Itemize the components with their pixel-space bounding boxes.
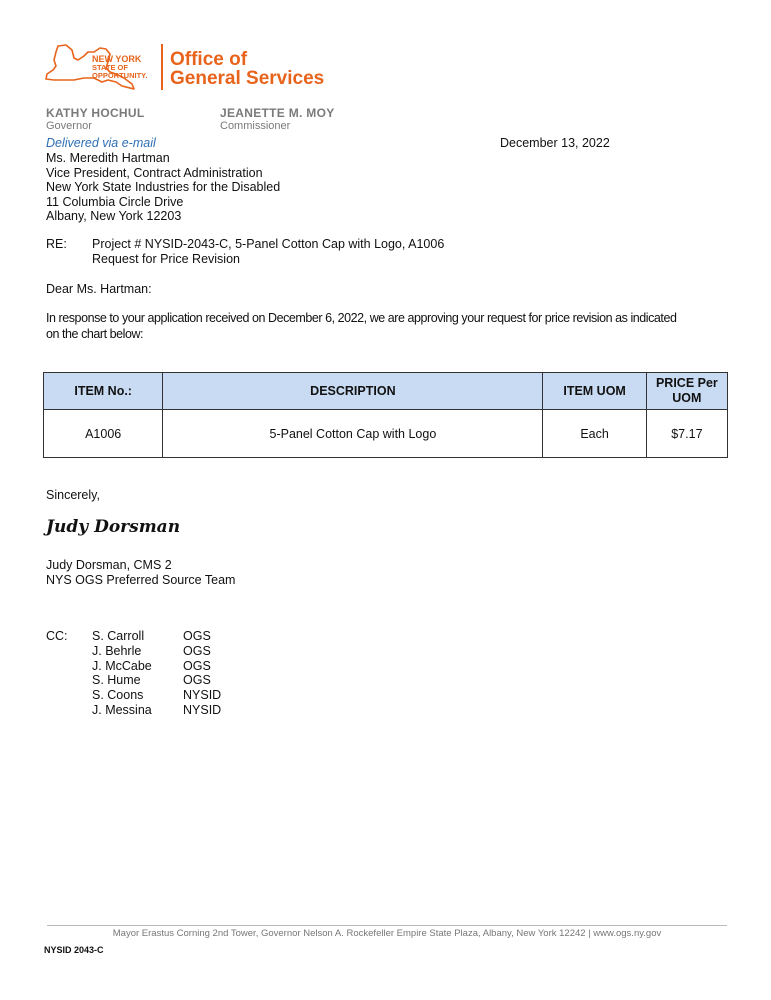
- footer-address: Mayor Erastus Corning 2nd Tower, Governor Nelson A. Rockefeller Empire State Plaza, Albany, New York 12242 | www.ogs.ny.gov: [112, 928, 662, 939]
- header-item-uom: ITEM UOM: [543, 373, 646, 410]
- governor-block: [46, 106, 145, 132]
- recipient-line: Ms. Meredith Hartman: [46, 151, 170, 165]
- governor-name: KATHY HOCHUL: [46, 106, 145, 120]
- table-row: [44, 410, 728, 458]
- commissioner-title: Commissioner: [220, 120, 291, 132]
- cc-org: OGS: [183, 673, 211, 688]
- cc-name: S. Carroll: [92, 629, 145, 643]
- re-line: Project # NYSID-2043-C, 5-Panel Cotton Cap with Logo, A1006: [92, 237, 445, 251]
- re-subject: [92, 237, 444, 266]
- table-header-row: [44, 373, 728, 410]
- cc-org: NYSID: [183, 702, 222, 717]
- cell-description: 5-Panel Cotton Cap with Logo: [163, 410, 543, 458]
- governor-title: Governor: [46, 120, 92, 132]
- header-item-no: ITEM No.:: [44, 373, 163, 410]
- signer-block: [46, 558, 235, 587]
- cell-price: $7.17: [646, 410, 727, 458]
- re-line: Request for Price Revision: [92, 251, 240, 266]
- cc-name: J. McCabe: [92, 658, 152, 673]
- footer-divider: [47, 925, 727, 926]
- nys-logo: [44, 44, 162, 90]
- cc-label: CC:: [46, 629, 68, 643]
- cell-item-no: A1006: [44, 410, 163, 458]
- cc-name: J. Messina: [92, 702, 152, 717]
- logo-line-1: NEW YORK: [92, 54, 142, 64]
- salutation: Dear Ms. Hartman:: [46, 282, 152, 296]
- office-name: [170, 50, 324, 88]
- logo-line-3: OPPORTUNITY.: [92, 71, 148, 80]
- body-line: on the chart below:: [46, 326, 144, 341]
- letter-date: December 13, 2022: [500, 136, 610, 150]
- signature: Judy Dorsman: [46, 517, 181, 537]
- recipient-line: Albany, New York 12203: [46, 209, 182, 223]
- cc-org: OGS: [183, 643, 211, 658]
- re-label: RE:: [46, 237, 67, 251]
- cc-org: OGS: [183, 658, 211, 673]
- cc-names: [92, 629, 152, 718]
- commissioner-name: JEANETTE M. MOY: [220, 106, 335, 120]
- cc-org: NYSID: [183, 688, 222, 703]
- header-description: DESCRIPTION: [163, 373, 543, 410]
- closing: Sincerely,: [46, 488, 100, 502]
- signer-line: NYS OGS Preferred Source Team: [46, 572, 236, 587]
- recipient-line: New York State Industries for the Disabled: [46, 180, 281, 194]
- logo-line-2: STATE OF: [92, 63, 128, 72]
- footer-doc-id: NYSID 2043-C: [44, 945, 104, 955]
- delivery-note: Delivered via e-mail: [46, 136, 156, 150]
- cc-name: S. Hume: [92, 673, 141, 688]
- cc-name: J. Behrle: [92, 643, 142, 658]
- cc-orgs: [183, 629, 221, 718]
- recipient-line: Vice President, Contract Administration: [46, 165, 263, 180]
- commissioner-block: [220, 106, 335, 132]
- header-price-per-uom: PRICE Per UOM: [646, 373, 727, 410]
- cell-item-uom: Each: [543, 410, 646, 458]
- recipient-line: 11 Columbia Circle Drive: [46, 194, 184, 209]
- recipient-address: [46, 151, 280, 224]
- body-line: In response to your application received on December 6, 2022, we are approving your request for price revision as indicated: [46, 311, 677, 325]
- office-line-1: Office of: [170, 49, 248, 70]
- body-paragraph: [46, 311, 736, 343]
- signer-line: Judy Dorsman, CMS 2: [46, 558, 172, 572]
- price-revision-table: [43, 372, 728, 458]
- logo-divider: [161, 44, 163, 90]
- cc-name: S. Coons: [92, 688, 144, 703]
- cc-org: OGS: [183, 629, 211, 643]
- office-line-2: General Services: [170, 68, 325, 89]
